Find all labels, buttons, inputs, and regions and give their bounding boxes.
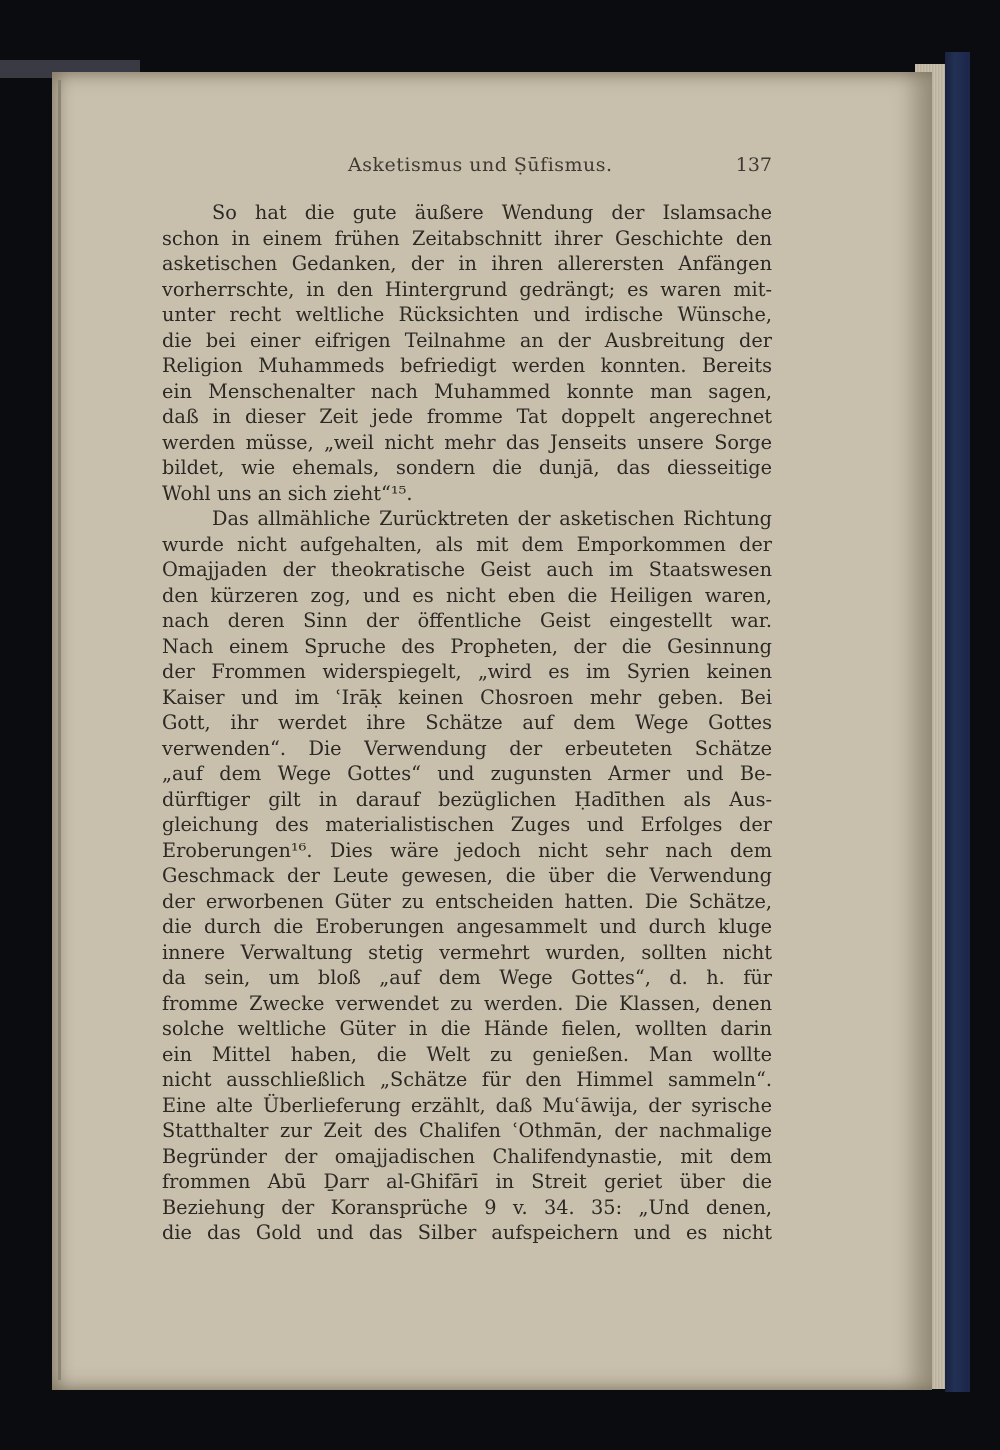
text-line: Beziehung der Koransprüche 9 v. 34. 35: „Und denen, xyxy=(162,1195,772,1219)
text-line: da sein, um bloß „auf dem Wege Gottes“, d. h. für xyxy=(162,966,772,989)
text-line: Eroberungen¹⁶. Dies wäre jedoch nicht sehr nach dem xyxy=(162,838,772,862)
text-line: Eine alte Überlieferung erzählt, daß Muʿāwija, der syrische xyxy=(162,1093,772,1117)
text-line: dürftiger gilt in darauf bezüglichen Ḥadīthen als Aus- xyxy=(162,787,772,811)
book-cover-spine xyxy=(945,52,970,1392)
page-header xyxy=(160,150,772,180)
text-line: unter recht weltliche Rücksichten und irdische Wünsche, xyxy=(162,303,772,326)
text-line: Geschmack der Leute gewesen, die über die Verwendung xyxy=(162,864,772,887)
text-line: Wohl uns an sich zieht“¹⁵. xyxy=(162,481,413,505)
text-line: So hat die gute äußere Wendung der Islamsache xyxy=(212,201,772,224)
text-line: Nach einem Spruche des Propheten, der die Gesinnung xyxy=(162,634,772,658)
page-number: 137 xyxy=(735,154,772,176)
text-line: Begründer der omajjadischen Chalifendynastie, mit dem xyxy=(162,1144,772,1168)
text-line: gleichung des materialistischen Zuges und Erfolges der xyxy=(162,813,772,836)
text-line: bildet, wie ehemals, sondern die dunjā, das diesseitige xyxy=(162,456,772,479)
running-title: Asketismus und Ṣūfismus. xyxy=(348,154,613,176)
text-line: frommen Abū Ḏarr al-Ghifārī in Streit geriet über die xyxy=(162,1170,772,1193)
text-line: Statthalter zur Zeit des Chalifen ʿOthmān, der nachmalige xyxy=(162,1119,772,1142)
text-line: den kürzeren zog, und es nicht eben die Heiligen waren, xyxy=(162,583,772,607)
text-line: fromme Zwecke verwendet zu werden. Die Klassen, denen xyxy=(162,991,772,1015)
text-line: die das Gold und das Silber aufspeichern und es nicht xyxy=(162,1221,772,1244)
text-line: Omajjaden der theokratische Geist auch im Staatswesen xyxy=(162,558,772,581)
text-line: verwenden“. Die Verwendung der erbeuteten Schätze xyxy=(162,736,772,760)
text-line: die bei einer eifrigen Teilnahme an der Ausbreitung der xyxy=(162,328,772,352)
text-line: nicht ausschließlich „Schätze für den Himmel sammeln“. xyxy=(162,1068,772,1091)
text-line: schon in einem frühen Zeitabschnitt ihrer Geschichte den xyxy=(162,226,772,250)
text-line: wurde nicht aufgehalten, als mit dem Emporkommen der xyxy=(162,532,772,556)
text-line: nach deren Sinn der öffentliche Geist eingestellt war. xyxy=(162,609,772,632)
text-line: der Frommen widerspiegelt, „wird es im Syrien keinen xyxy=(162,660,772,683)
text-line: Das allmähliche Zurücktreten der asketischen Richtung xyxy=(212,507,772,530)
text-line: solche weltliche Güter in die Hände fielen, wollten darin xyxy=(162,1017,772,1040)
body-text xyxy=(162,200,772,1246)
text-line: Religion Muhammeds befriedigt werden konnten. Bereits xyxy=(162,354,772,377)
text-line: daß in dieser Zeit jede fromme Tat doppelt angerechnet xyxy=(162,405,772,428)
text-line: vorherrschte, in den Hintergrund gedrängt; es waren mit- xyxy=(162,277,772,301)
text-line: werden müsse, „weil nicht mehr das Jenseits unsere Sorge xyxy=(162,430,772,454)
text-line: asketischen Gedanken, der in ihren allerersten Anfängen xyxy=(162,252,772,275)
text-line: Gott, ihr werdet ihre Schätze auf dem Wege Gottes xyxy=(162,711,772,734)
text-line: innere Verwaltung stetig vermehrt wurden, sollten nicht xyxy=(162,940,772,964)
text-line: der erworbenen Güter zu entscheiden hatten. Die Schätze, xyxy=(162,889,772,913)
text-line: ein Menschenalter nach Muhammed konnte man sagen, xyxy=(162,379,772,403)
text-line: ein Mittel haben, die Welt zu genießen. Man wollte xyxy=(162,1042,772,1066)
text-line: „auf dem Wege Gottes“ und zugunsten Armer und Be- xyxy=(162,762,772,785)
text-line: Kaiser und im ʿIrāḳ keinen Chosroen mehr geben. Bei xyxy=(162,685,772,709)
text-line: die durch die Eroberungen angesammelt und durch kluge xyxy=(162,915,772,938)
binding-line xyxy=(58,80,61,1380)
